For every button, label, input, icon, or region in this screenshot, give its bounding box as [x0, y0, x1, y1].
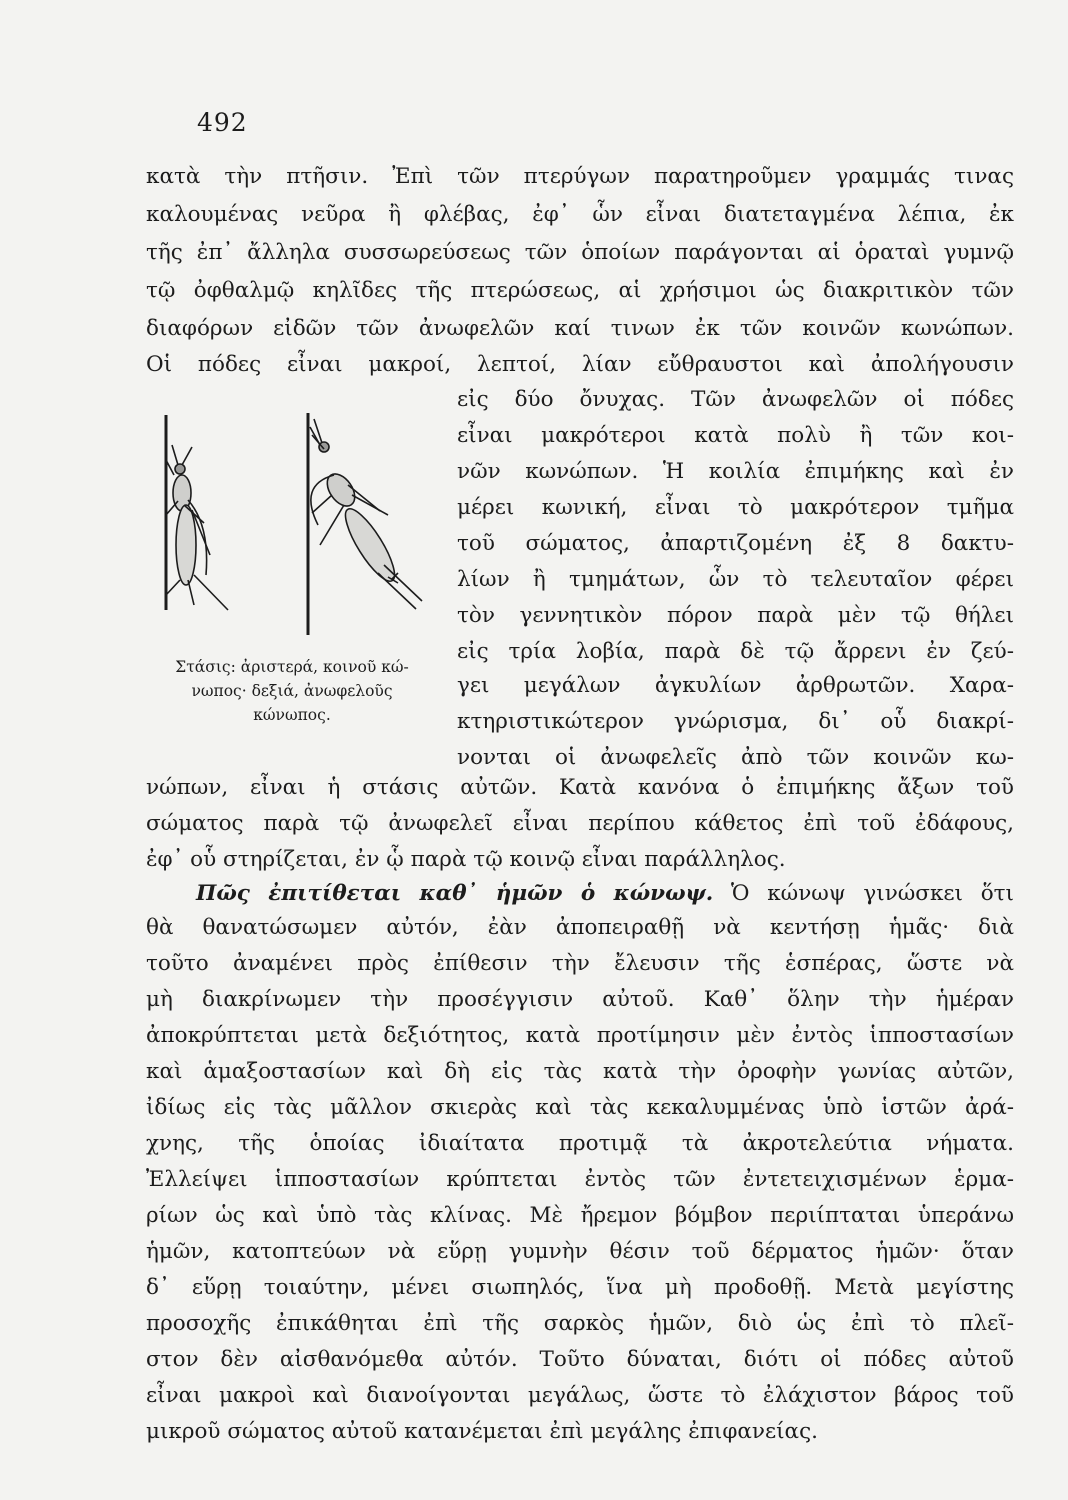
text-line: τοῦ σώματος, ἀπαρτιζομένη ἐξ 8 δακτυ- — [457, 531, 1014, 556]
text-line: μικροῦ σώματος αὐτοῦ κατανέμεται ἐπὶ μεγάλης ἐπιφανείας. — [146, 1419, 818, 1444]
text-line: νώπων, εἶναι ἡ στάσις αὐτῶν. Κατὰ κανόνα ὁ ἐπιμήκης ἄξων τοῦ — [146, 775, 1014, 800]
text-line: στον δὲν αἰσθανόμεθα αὐτόν. Τοῦτο δύναται, διότι οἱ πόδες αὐτοῦ — [146, 1347, 1014, 1372]
text-line: σώματος παρὰ τῷ ἀνωφελεῖ εἶναι περίπου κάθετος ἐπὶ τοῦ ἐδάφους, — [146, 811, 1014, 836]
common-mosquito-drawing — [166, 445, 228, 610]
text-line: μὴ διακρίνωμεν τὴν προσέγγισιν αὐτοῦ. Καθ᾽ ὅλην τὴν ἡμέραν — [146, 987, 1014, 1012]
text-line: κτηριστικώτερον γνώρισμα, δι᾽ οὗ διακρί- — [457, 709, 1014, 734]
text-line: ἰδίως εἰς τὰς μᾶλλον σκιερὰς καὶ τὰς κεκαλυμμένας ὑπὸ ἱστῶν ἀρά- — [146, 1095, 1014, 1120]
text-line: γει μεγάλων ἀγκυλίων ἀρθρωτῶν. Χαρα- — [457, 673, 1014, 698]
text-line: ρίων ὡς καὶ ὑπὸ τὰς κλίνας. Μὲ ἤρεμον βόμβον περιίπταται ὑπεράνω — [146, 1203, 1014, 1228]
text-line: τῷ ὀφθαλμῷ κηλῖδες τῆς πτερώσεως, αἱ χρήσιμοι ὡς διακριτικὸν τῶν — [146, 278, 1014, 303]
text-line: Οἱ πόδες εἶναι μακροί, λεπτοί, λίαν εὔθραυστοι καὶ ἀπολήγουσιν — [146, 352, 1014, 377]
caption-line: Στάσις: ἀριστερά, κοινοῦ κώ- — [175, 658, 409, 676]
section-first-line-text: Ὁ κώνωψ γινώσκει ὅτι — [731, 881, 1014, 906]
text-line: εἰς δύο ὄνυχας. Τῶν ἀνωφελῶν οἱ πόδες — [457, 387, 1014, 412]
text-line: προσοχῆς ἐπικάθηται ἐπὶ τῆς σαρκὸς ἡμῶν, διὸ ὡς ἐπὶ τὸ πλεῖ- — [146, 1311, 1014, 1336]
text-line: εἶναι μακροὶ καὶ διανοίγονται μεγάλως, ὥστε τὸ ἐλάχιστον βάρος τοῦ — [146, 1383, 1014, 1408]
text-line: κατὰ τὴν πτῆσιν. Ἐπὶ τῶν πτερύγων παρατηροῦμεν γραμμάς τινας — [146, 164, 1014, 189]
mosquito-resting-posture-figure — [148, 405, 448, 645]
text-line: ἡμῶν, κατοπτεύων νὰ εὕρῃ γυμνὴν θέσιν τοῦ δέρματος ἡμῶν· ὅταν — [146, 1239, 1014, 1264]
text-line: καὶ ἁμαξοστασίων καὶ δὴ εἰς τὰς κατὰ τὴν ὀροφὴν γωνίας αὐτῶν, — [146, 1059, 1014, 1084]
text-line last: ἐφ᾽ οὗ στηρίζεται, ἐν ᾧ παρὰ τῷ κοινῷ εἶναι παράλληλος. — [146, 847, 786, 872]
text-line: Ἐλλείψει ἱπποστασίων κρύπτεται ἐντὸς τῶν ἐντετειχισμένων ἑρμα- — [146, 1167, 1014, 1192]
text-line: θὰ θανατώσωμεν αὐτόν, ἐὰν ἀποπειραθῇ νὰ κεντήσῃ ἡμᾶς· διὰ — [146, 915, 1014, 940]
text-line: εἶναι μακρότεροι κατὰ πολὺ ἢ τῶν κοι- — [457, 423, 1014, 448]
anopheles-mosquito-drawing — [310, 419, 422, 609]
text-line: καλουμένας νεῦρα ἢ φλέβας, ἐφ᾽ ὧν εἶναι διατεταγμένα λέπια, ἐκ — [146, 202, 1014, 227]
figure-caption — [146, 655, 438, 727]
text-line: νονται οἱ ἀνωφελεῖς ἀπὸ τῶν κοινῶν κω- — [457, 745, 1014, 770]
text-line: χνης, τῆς ὁποίας ἰδιαίτατα προτιμᾷ τὰ ἀκροτελεύτια νήματα. — [146, 1131, 1014, 1156]
text-line: ἀποκρύπτεται μετὰ δεξιότητος, κατὰ προτίμησιν μὲν ἐντὸς ἱπποστασίων — [146, 1023, 1014, 1048]
text-line: τῆς ἐπ᾽ ἄλληλα συσσωρεύσεως τῶν ὁποίων παράγονται αἱ ὁραταὶ γυμνῷ — [146, 240, 1014, 265]
text-line: λίων ἢ τμημάτων, ὧν τὸ τελευταῖον φέρει — [457, 567, 1014, 592]
text-line: δ᾽ εὕρῃ τοιαύτην, μένει σιωπηλός, ἵνα μὴ προδοθῇ. Μετὰ μεγίστης — [146, 1275, 1014, 1300]
caption-line: νωπος· δεξιά, ἀνωφελοῦς — [191, 682, 393, 700]
page-number: 492 — [197, 108, 248, 137]
text-line: μέρει κωνική, εἶναι τὸ μακρότερον τμῆμα — [457, 495, 1014, 520]
text-line: εἰς τρία λοβία, παρὰ δὲ τῷ ἄρρενι ἐν ζεύ- — [457, 639, 1014, 664]
text-line: νῶν κωνώπων. Ἡ κοιλία ἐπιμήκης καὶ ἐν — [457, 459, 1014, 484]
text-line: διαφόρων εἰδῶν τῶν ἀνωφελῶν καί τινων ἐκ τῶν κοινῶν κωνώπων. — [146, 316, 1014, 341]
section-first-line — [196, 877, 1014, 911]
caption-line: κώνωπος. — [253, 706, 331, 724]
text-line: τοῦτο ἀναμένει πρὸς ἐπίθεσιν τὴν ἔλευσιν τῆς ἑσπέρας, ὥστε νὰ — [146, 951, 1014, 976]
text-line: τὸν γεννητικὸν πόρον παρὰ μὲν τῷ θήλει — [457, 603, 1014, 628]
section-heading: Πῶς ἐπιτίθεται καθ᾽ ἡμῶν ὁ κώνωψ. — [196, 881, 714, 906]
